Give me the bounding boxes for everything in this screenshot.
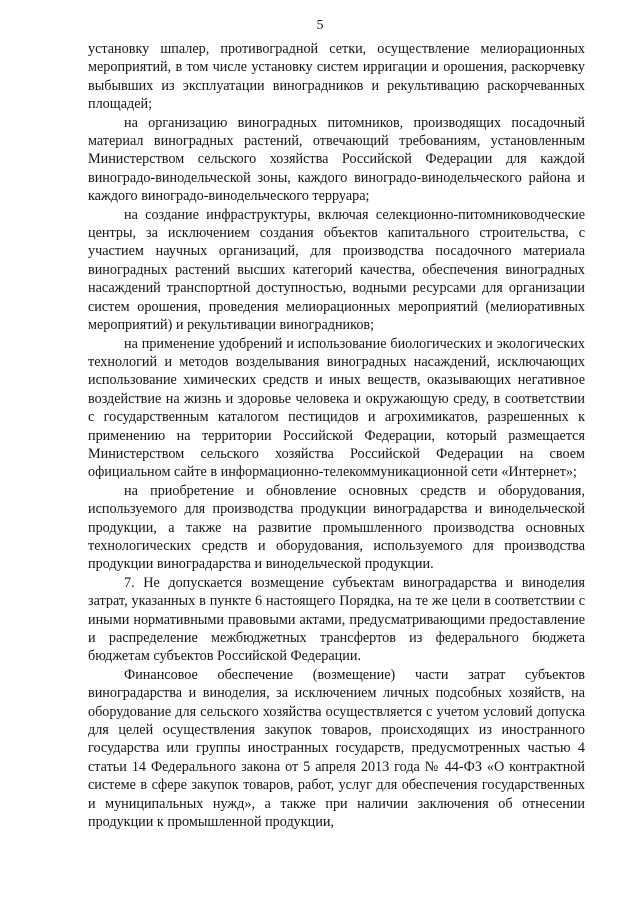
page-number: 5 — [316, 18, 324, 33]
paragraph-equipment-acquisition: на приобретение и обновление основных средств и оборудования, используемого для производства продукции виноградарства и винодельческой продукции, а также на развитие промышленного производства основных технологических средств и оборудования, используемого для производства продукции виноградарства и винодельческой продукции. — [88, 482, 585, 573]
paragraph-infrastructure-creation: на создание инфраструктуры, включая селекционно-питомниководческие центры, за исключением создания объектов капитального строительства, с участием научных организаций, для производства посадочного материала виноградных растений высших категорий качества, обеспечения виноградных насаждений транспортной доступностью, водными ресурсами для организации систем орошения, проведения мелиорационных мероприятий (мелиоративных мероприятий) и рекультивации виноградников; — [88, 206, 585, 334]
paragraph-nursery-organization: на организацию виноградных питомников, производящих посадочный материал виноградных растений, отвечающий требованиям, установленным Министерством сельского хозяйства Российской Федерации для каждой виноградо-винодельческой зоны, каждого виноградо-винодельческого района и каждого виноградо-винодельческого терруара; — [88, 114, 585, 205]
paragraph-item-7: 7. Не допускается возмещение субъектам виноградарства и виноделия затрат, указанных в пункте 6 настоящего Порядка, на те же цели в соответствии с иными нормативными правовыми актами, предусматривающими предоставление и распределение межбюджетных трансфертов из федерального бюджета бюджетам субъектов Российской Федерации. — [88, 574, 585, 665]
paragraph-continuation: установку шпалер, противоградной сетки, осуществление мелиорационных мероприятий, в том числе установку систем ирригации и орошения, раскорчевку выбывших из эксплуатации виноградников и рекультивацию раскорчеванных площадей; — [88, 41, 585, 113]
document-body — [88, 40, 585, 831]
paragraph-fertilizers-application: на применение удобрений и использование биологических и экологических технологий и методов возделывания виноградных насаждений, исключающих использование химических средств и иных веществ, оказывающих негативное воздействие на жизнь и здоровье человека и окружающую среду, в соответствии с государственным каталогом пестицидов и агрохимикатов, разрешенных к применению на территории Российской Федерации, который размещается Министерством сельского хозяйства Российской Федерации на своем официальном сайте в информационно-телекоммуникационной сети «Интернет»; — [88, 335, 585, 481]
paragraph-financial-support: Финансовое обеспечение (возмещение) части затрат субъектов виноградарства и виноделия, за исключением личных подсобных хозяйств, на оборудование для сельского хозяйства осуществляется с учетом условий допуска для целей осуществления закупок товаров, происходящих из иностранного государства или группы иностранных государств, предусмотренных частью 4 статьи 14 Федерального закона от 5 апреля 2013 года № 44-ФЗ «О контрактной системе в сфере закупок товаров, работ, услуг для обеспечения государственных и муниципальных нужд», а также при наличии заключения об отнесении продукции к промышленной продукции, — [88, 666, 585, 831]
